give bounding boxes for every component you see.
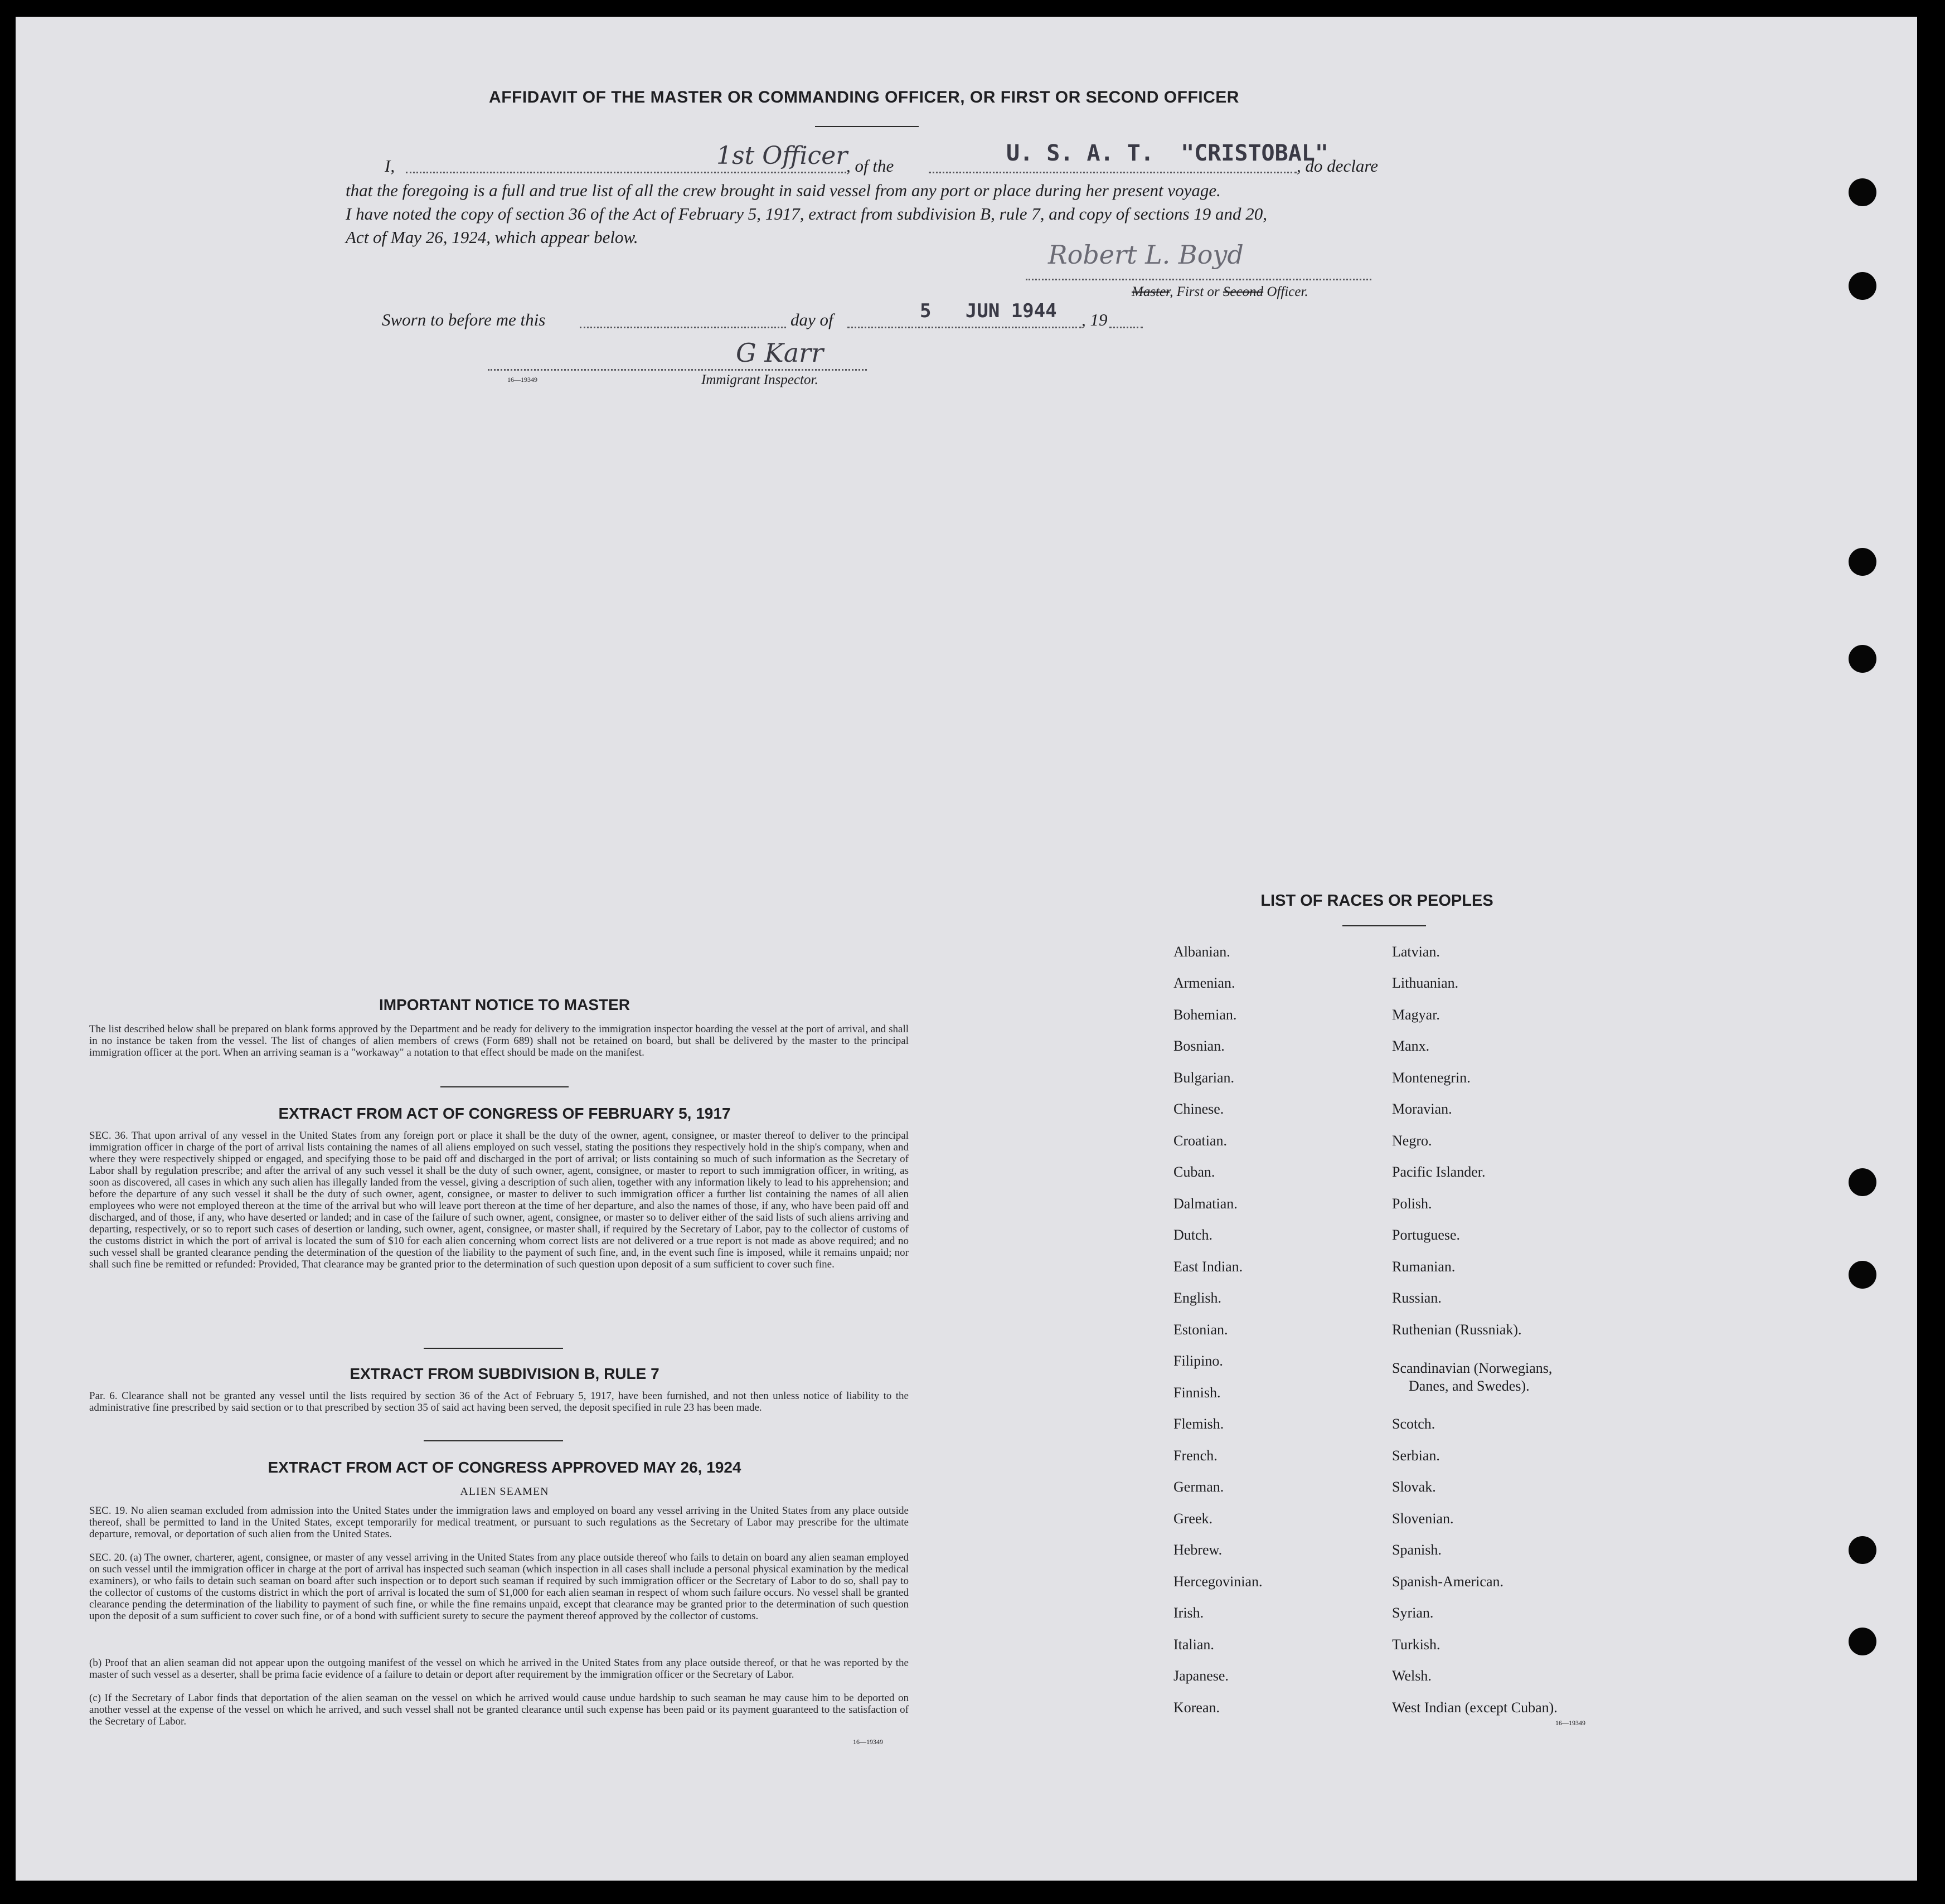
races-title: LIST OF RACES OR PEOPLES bbox=[1260, 892, 1493, 910]
notice-title: IMPORTANT NOTICE TO MASTER bbox=[379, 996, 630, 1013]
race-left-6: Chinese. bbox=[1173, 1101, 1224, 1117]
race-right-3: Magyar. bbox=[1392, 1007, 1440, 1023]
affidavit-line-3: Act of May 26, 1924, which appear below. bbox=[346, 227, 638, 247]
race-left-7: Croatian. bbox=[1173, 1133, 1228, 1149]
races-title-rule bbox=[1342, 925, 1426, 926]
extract1-rule bbox=[424, 1348, 563, 1349]
extract1-title: EXTRACT FROM ACT OF CONGRESS OF FEBRUARY 5, 1917 bbox=[278, 1105, 731, 1122]
notice-text: The list described below shall be prepared on blank forms approved by the Department and be ready for delivery to the immigration inspector boarding the vessel at the port of arrival, and shall in no instance be taken from the vessel. The list of changes of alien members of crews (Form 689) shall not be retained on board, but shall be delivered by the master to the principal immigration officer at the port. When an arriving seaman is a "workaway" a notation to that effect should be made on the manifest. bbox=[89, 1023, 909, 1058]
race-right-8: Pacific Islander. bbox=[1392, 1164, 1486, 1180]
race-left-20: Hebrew. bbox=[1173, 1542, 1223, 1558]
race-right-12: Russian. bbox=[1392, 1290, 1442, 1306]
race-right-21: Spanish-American. bbox=[1392, 1573, 1504, 1590]
race-left-8: Cuban. bbox=[1173, 1164, 1215, 1180]
race-left-21: Hercegovinian. bbox=[1173, 1573, 1263, 1590]
vessel-field[interactable] bbox=[929, 172, 1297, 173]
race-right-20: Spanish. bbox=[1392, 1542, 1442, 1558]
affidavit-line-2: I have noted the copy of section 36 of the Act of February 5, 1917, extract from subdivision B, rule 7, and copy of sections 19 and 20, bbox=[346, 204, 1268, 224]
race-left-2: Armenian. bbox=[1173, 975, 1235, 991]
races-form-number: 16—19349 bbox=[1555, 1719, 1585, 1727]
race-left-14: Filipino. bbox=[1173, 1353, 1223, 1369]
race-right-17: Serbian. bbox=[1392, 1448, 1440, 1464]
extract3-subtitle: ALIEN SEAMEN bbox=[460, 1485, 549, 1498]
officer-signature: Robert L. Boyd bbox=[1048, 240, 1244, 270]
race-left-24: Japanese. bbox=[1173, 1668, 1229, 1684]
inspector-caption: Immigrant Inspector. bbox=[701, 372, 818, 387]
of-the-label: , of the bbox=[846, 156, 894, 176]
binder-hole-4 bbox=[1849, 645, 1876, 673]
race-right-16: Scotch. bbox=[1392, 1416, 1435, 1432]
race-right-18: Slovak. bbox=[1392, 1479, 1436, 1495]
officer-caption-first: , First or bbox=[1170, 284, 1220, 299]
race-left-11: East Indian. bbox=[1173, 1259, 1243, 1275]
binder-hole-3 bbox=[1849, 548, 1876, 576]
race-right-24: Welsh. bbox=[1392, 1668, 1432, 1684]
sworn-day-field[interactable] bbox=[580, 327, 786, 328]
binder-hole-2 bbox=[1849, 272, 1876, 300]
extract2-text: Par. 6. Clearance shall not be granted any vessel until the lists required by section 36 of the Act of February 5, 1917, have been furnished, and not then unless notice of liability to the administrative fine prescribed by said section or to that prescribed by section 35 of said act having been served, the deposit specified in rule 23 has been made. bbox=[89, 1390, 909, 1414]
race-right-19: Slovenian. bbox=[1392, 1510, 1454, 1527]
race-left-19: Greek. bbox=[1173, 1510, 1213, 1527]
binder-hole-1 bbox=[1849, 178, 1876, 206]
affidavit-i-label: I, bbox=[385, 156, 395, 176]
officer-caption bbox=[1132, 284, 1308, 300]
race-left-1: Albanian. bbox=[1173, 944, 1230, 960]
extract1-text: SEC. 36. That upon arrival of any vessel in the United States from any foreign port or place it shall be the duty of the owner, agent, consignee, or master thereof to deliver to the principal immigration officer in charge of the port of arrival lists containing the names of all aliens employed on such vessel, stating the positions they respectively hold in the ship's company, when and where they were respectively shipped or engaged, and specifying those to be paid off and discharged in the port of arrival; or lists containing so much of such information as the Secretary of Labor shall by regulation prescribe; and after the arrival of any such vessel it shall be the duty of such owner, agent, consignee, or master to report to such immigration officer, in writing, as soon as discovered, all cases in which any such alien has illegally landed from the vessel, giving a description of such alien, together with any information likely to lead to his apprehension; and before the departure of any such vessel it shall be the duty of such owner, agent, consignee, or master to deliver to such immigration officer a further list containing the names of all alien employees who were not employed thereon at the time of the arrival but who will leave port thereon at the time of her departure, and also the names of those, if any, who have been paid off and discharged, and of those, if any, who have deserted or landed; and in case of the failure of such owner, agent, consignee, or master so to deliver either of the said lists of such aliens arriving and departing, respectively, or so to report such cases of desertion or landing, such owner, agent, consignee, or master shall, if required by the Secretary of Labor, pay to the collector of customs of the customs district in which the port of arrival is located the sum of $10 for each alien concerning whom correct lists are not delivered or a true report is not made as above required; and no such vessel shall be granted clearance pending the determination of the question of the liability to the payment of such fine, and, in the event such fine is imposed, while it remains unpaid; nor shall such fine be remitted or refunded: Provided, That clearance may be granted prior to the determination of such question upon deposit of a sum sufficient to cover such fine. bbox=[89, 1130, 909, 1270]
race-left-23: Italian. bbox=[1173, 1636, 1214, 1653]
race-right-10: Portuguese. bbox=[1392, 1227, 1461, 1243]
rank-handwritten: 1st Officer bbox=[716, 142, 848, 170]
vessel-name-stamp: U. S. A. T. "CRISTOBAL" bbox=[1006, 140, 1328, 166]
officer-signature-field[interactable] bbox=[1026, 279, 1371, 280]
race-left-12: English. bbox=[1173, 1290, 1221, 1306]
affidavit-line-1: that the foregoing is a full and true list of all the crew brought in said vessel from any port or place during her present voyage. bbox=[346, 181, 1221, 200]
race-right-6: Moravian. bbox=[1392, 1101, 1452, 1117]
race-left-25: Korean. bbox=[1173, 1699, 1220, 1716]
sec20a-text: SEC. 20. (a) The owner, charterer, agent, consignee, or master of any vessel arriving in the United States from any place outside thereof who fails to detain on board any alien seaman employed on such vessel until the immigration officer in charge at the port of arrival has inspected such seaman (which inspection in all cases shall include a personal physical examination by the medical examiners), or who fails to detain such seaman on board after such inspection or to deport such seaman if required by such immigration officer or the Secretary of Labor to do so, shall pay to the collector of customs of the customs district in which the port of arrival is located the sum of $1,000 for each alien seaman in respect of whom such failure occurs. No vessel shall be granted clearance pending the determination of the liability to payment of such fine, or while the fine remains unpaid, except that clearance may be granted prior to the determination of such question upon the deposit of a sum sufficient to cover such fine, or of a bond with sufficient surety to secure the payment thereof approved by the collector of customs. bbox=[89, 1552, 909, 1622]
sec20c-text: (c) If the Secretary of Labor finds that deportation of the alien seaman on the vessel on which he arrived would cause undue hardship to such seaman he may cause him to be deported on another vessel at the expense of the vessel on which he arrived, and such vessel shall not be granted clearance until such expense has been paid or its payment guaranteed to the satisfaction of the Secretary of Labor. bbox=[89, 1692, 909, 1727]
year-suffix: , 19 bbox=[1081, 310, 1108, 329]
race-left-5: Bulgarian. bbox=[1173, 1070, 1235, 1086]
race-left-16: Flemish. bbox=[1173, 1416, 1224, 1432]
race-right-7: Negro. bbox=[1392, 1133, 1432, 1149]
rank-field[interactable] bbox=[406, 172, 846, 173]
race-right-14: Scandinavian (Norwegians, bbox=[1392, 1360, 1553, 1376]
day-of-label: day of bbox=[790, 310, 833, 329]
race-left-22: Irish. bbox=[1173, 1605, 1204, 1621]
affidavit-title: AFFIDAVIT OF THE MASTER OR COMMANDING OFFICER, OR FIRST OR SECOND OFFICER bbox=[489, 88, 1239, 106]
binder-hole-6 bbox=[1849, 1261, 1876, 1289]
sworn-month-field[interactable] bbox=[847, 327, 1081, 328]
inspector-signature-field[interactable] bbox=[488, 369, 867, 371]
inspector-signature: G Karr bbox=[736, 338, 824, 368]
sworn-label: Sworn to before me this bbox=[382, 310, 546, 329]
race-right-15: Danes, and Swedes). bbox=[1409, 1378, 1530, 1394]
affidavit-title-rule bbox=[815, 126, 919, 127]
race-left-13: Estonian. bbox=[1173, 1322, 1228, 1338]
race-left-4: Bosnian. bbox=[1173, 1038, 1225, 1054]
race-right-22: Syrian. bbox=[1392, 1605, 1434, 1621]
race-right-9: Polish. bbox=[1392, 1196, 1432, 1212]
binder-hole-5 bbox=[1849, 1168, 1876, 1196]
race-right-25: West Indian (except Cuban). bbox=[1392, 1699, 1558, 1716]
officer-caption-end: Officer. bbox=[1263, 284, 1308, 299]
sworn-year-field[interactable] bbox=[1109, 327, 1143, 328]
extract2-title: EXTRACT FROM SUBDIVISION B, RULE 7 bbox=[350, 1365, 659, 1382]
binder-hole-8 bbox=[1849, 1628, 1876, 1655]
race-right-5: Montenegrin. bbox=[1392, 1070, 1471, 1086]
affidavit-form-number: 16—19349 bbox=[507, 376, 537, 383]
sec19-text: SEC. 19. No alien seaman excluded from admission into the United States under the immigration laws and employed on board any vessel arriving in the United States from any place outside thereof, shall be permitted to land in the United States, except temporarily for medical treatment, or pursuant to such regulations as the Secretary of Labor may prescribe for the ultimate departure, removal, or deportation of such alien from the United States. bbox=[89, 1505, 909, 1540]
race-right-23: Turkish. bbox=[1392, 1636, 1440, 1653]
sec20b-text: (b) Proof that an alien seaman did not appear upon the outgoing manifest of the vessel on which he arrived in the United States from any place outside thereof, or that he was reported by the master of such vessel as a deserter, shall be prima facie evidence of a failure to detain or deport after requirement by the immigration officer or the Secretary of Labor. bbox=[89, 1657, 909, 1680]
race-left-17: French. bbox=[1173, 1448, 1218, 1464]
race-left-3: Bohemian. bbox=[1173, 1007, 1237, 1023]
declare-label: , do declare bbox=[1297, 156, 1379, 176]
date-stamp: 5 JUN 1944 bbox=[920, 300, 1057, 322]
extract3-title: EXTRACT FROM ACT OF CONGRESS APPROVED MAY 26, 1924 bbox=[268, 1459, 741, 1476]
race-left-15: Finnish. bbox=[1173, 1385, 1221, 1401]
race-left-10: Dutch. bbox=[1173, 1227, 1213, 1243]
binder-hole-7 bbox=[1849, 1536, 1876, 1564]
notice-form-number: 16—19349 bbox=[853, 1738, 883, 1746]
officer-caption-second: Second bbox=[1223, 284, 1264, 299]
extract2-rule bbox=[424, 1440, 563, 1441]
race-right-11: Rumanian. bbox=[1392, 1259, 1456, 1275]
race-right-4: Manx. bbox=[1392, 1038, 1430, 1054]
race-right-13: Ruthenian (Russniak). bbox=[1392, 1322, 1522, 1338]
officer-caption-master: Master bbox=[1132, 284, 1170, 299]
notice-rule bbox=[440, 1086, 569, 1087]
race-left-18: German. bbox=[1173, 1479, 1224, 1495]
race-right-2: Lithuanian. bbox=[1392, 975, 1459, 991]
race-right-1: Latvian. bbox=[1392, 944, 1440, 960]
race-left-9: Dalmatian. bbox=[1173, 1196, 1238, 1212]
